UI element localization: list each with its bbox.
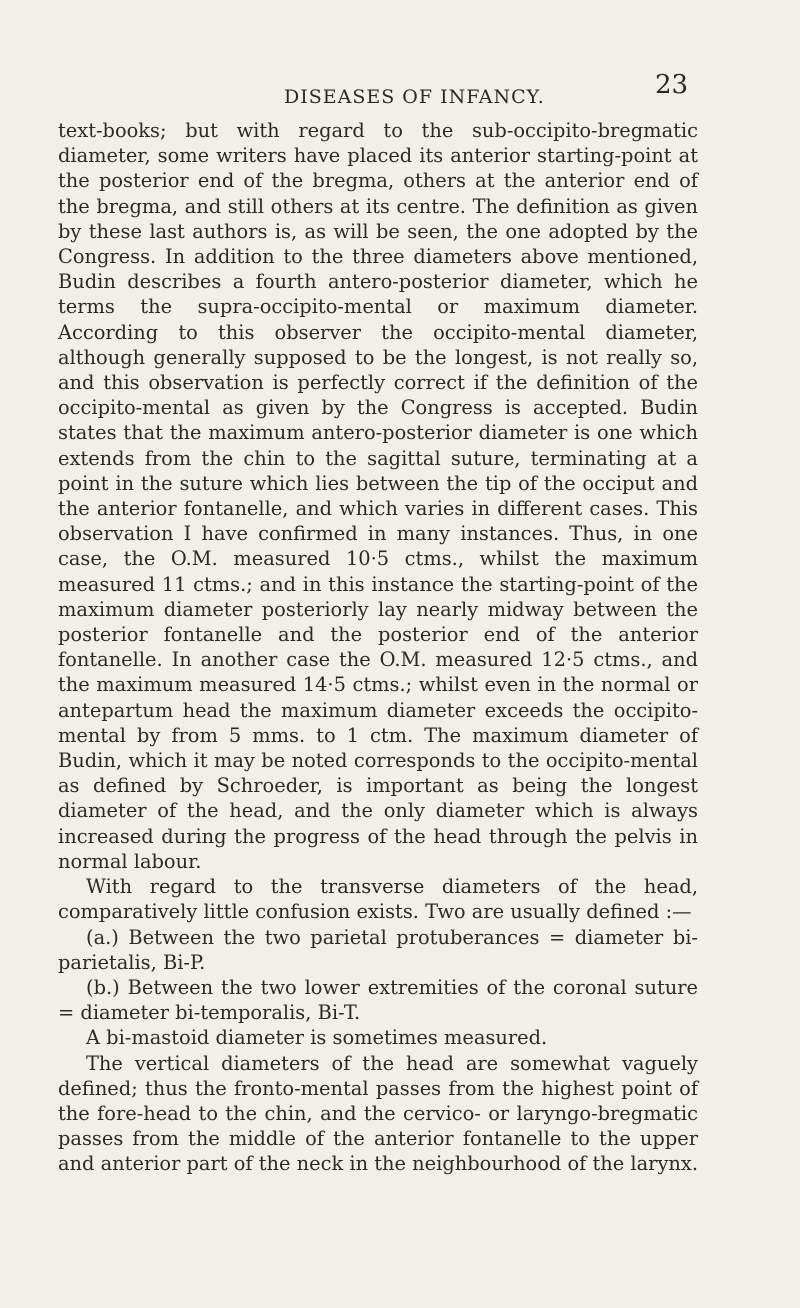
paragraph-vertical-diameters: The vertical diameters of the head are somewhat vaguely defined; thus the fronto-mental passes from the highest point of the fore-head to the chin, and the cervico- or laryngo-bregmatic passes from the middle of the anterior fontanelle to the upper and anterior part of the neck in the neighbourhood of the larynx. [58, 1051, 698, 1176]
running-title: DISEASES OF INFANCY. [284, 86, 545, 108]
body-text [58, 118, 698, 1177]
page-number: 23 [655, 70, 689, 100]
paragraph-bi-mastoid: A bi-mastoid diameter is sometimes measured. [86, 1026, 548, 1050]
paragraph-bi-parietal: (a.) Between the two parietal protuberances = diameter bi-parietalis, Bi-P. [58, 925, 698, 974]
paragraph-transverse-diameters: With regard to the transverse diameters of the head, comparatively little confusion exists. Two are usually defined :— [58, 875, 698, 924]
paragraph-continued: text-books; but with regard to the sub-occipito-bregmatic diameter, some writers have placed its anterior starting-point at the posterior end of the bregma, others at the anterior end of the bregma, and still others at its centre. The definition as given by these last authors is, as will be seen, the one adopted by the Congress. In addition to the three diameters above mentioned, Budin describes a fourth antero-posterior diameter, which he terms the supra-occipito-mental or maximum diameter. According to this observer the occipito-mental diameter, although generally supposed to be the longest, is not really so, and this observation is perfectly correct if the definition of the occipito-mental as given by the Congress is accepted. Budin states that the maximum antero-posterior diameter is one which extends from the chin to the sagittal suture, terminating at a point in the suture which lies between the tip of the occiput and the anterior fontanelle, and which varies in different cases. This observation I have confirmed in many instances. Thus, in one case, the O.M. measured 10·5 ctms., whilst the maximum measured 11 ctms.; and in this instance the starting-point of the maximum diameter posteriorly lay nearly midway between the posterior fontanelle and the posterior end of the anterior fontanelle. In another case the O.M. measured 12·5 ctms., and the maximum measured 14·5 ctms.; whilst even in the normal or antepartum head the maximum diameter exceeds the occipito-mental by from 5 mms. to 1 ctm. The maximum diameter of Budin, which it may be noted corresponds to the occipito-mental as defined by Schroeder, is important as being the longest diameter of the head, and the only diameter which is always increased during the progress of the head through the pelvis in normal labour. [58, 119, 698, 873]
paragraph-bi-temporal: (b.) Between the two lower extremities of the coronal suture = diameter bi-temporalis, Bi-T. [58, 975, 698, 1025]
